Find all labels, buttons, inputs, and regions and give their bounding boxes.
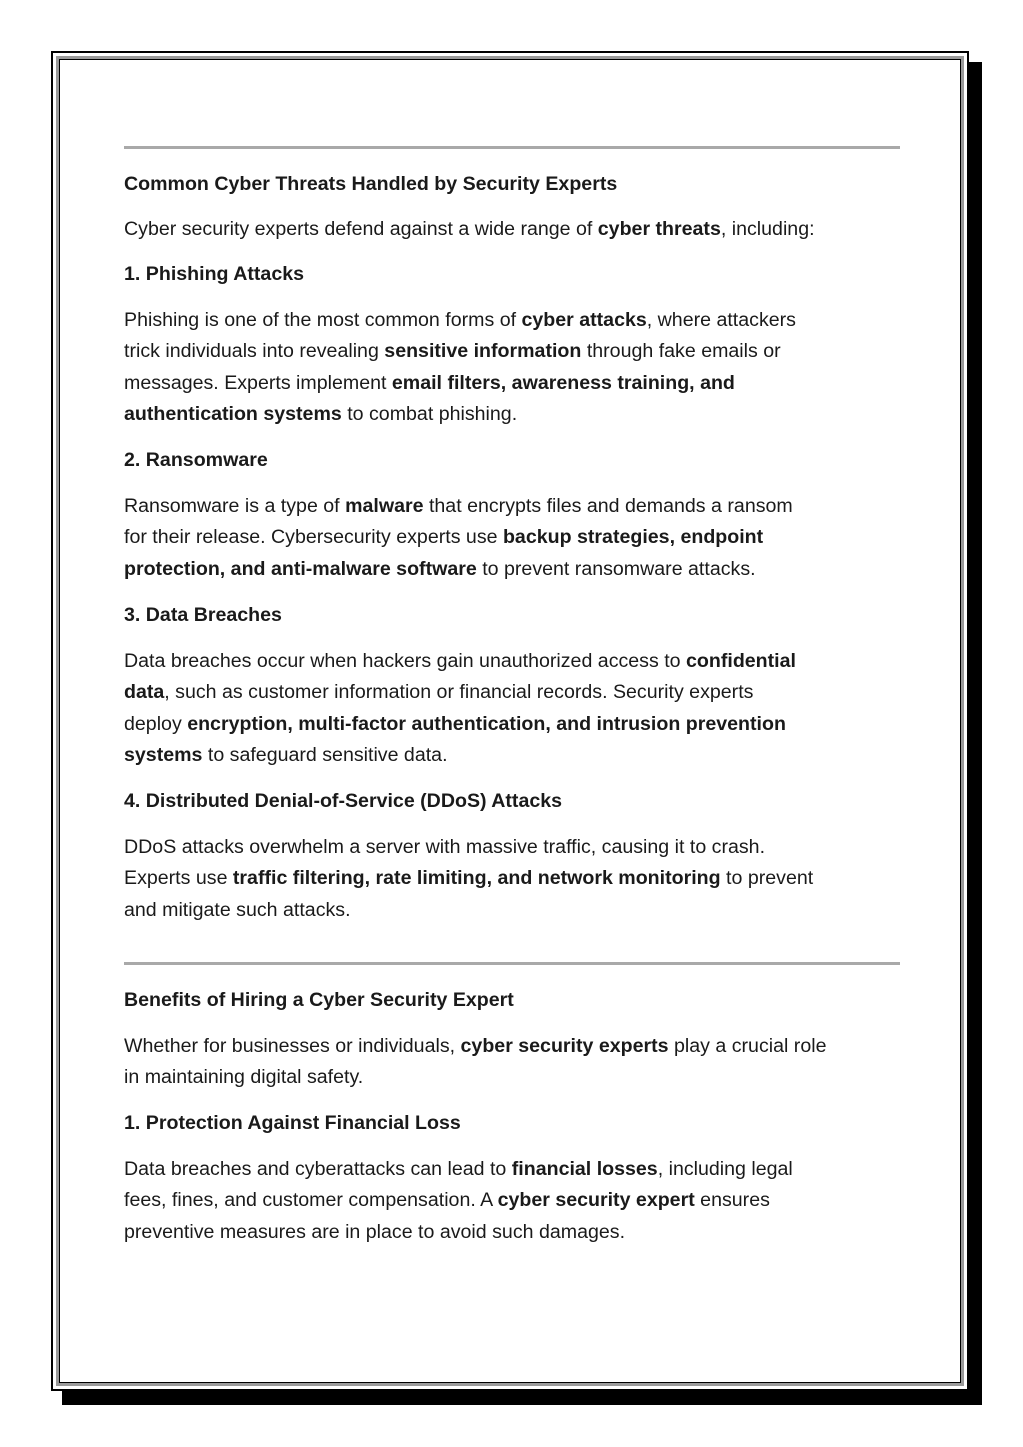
section-title-threats: Common Cyber Threats Handled by Security Experts: [124, 173, 618, 195]
text-run: Ransomware is a type of: [124, 495, 346, 517]
text-run: to prevent ransomware attacks.: [476, 557, 756, 580]
paragraph-line: [124, 336, 900, 367]
text-run: Experts use: [124, 867, 233, 890]
bold-run: confidential: [686, 650, 796, 672]
paragraph-line: [124, 740, 900, 771]
paragraph-phishing: [124, 305, 900, 431]
paragraph-line: [124, 709, 900, 740]
paragraph-financial-loss: [124, 1154, 900, 1248]
bold-run: email filters, awareness training, and: [391, 371, 735, 394]
paragraph-line: [124, 399, 900, 430]
bold-run: traffic filtering, rate limiting, and network monitoring: [232, 867, 721, 890]
text-run: and mitigate such attacks.: [124, 898, 351, 921]
text-run: ensures: [694, 1189, 770, 1212]
heading-phishing: 1. Phishing Attacks: [124, 263, 305, 285]
bold-run: malware: [345, 495, 424, 517]
bold-run: backup strategies, endpoint: [502, 526, 764, 549]
section-title-benefits: Benefits of Hiring a Cyber Security Expert: [124, 989, 514, 1011]
section-divider: [124, 146, 900, 149]
text-run: Data breaches occur when hackers gain unauthorized access to: [124, 650, 687, 672]
text-run: Whether for businesses or individuals,: [124, 1035, 461, 1057]
text-run: , such as customer information or financial records. Security experts: [164, 681, 754, 704]
text-run: fees, fines, and customer compensation. A: [124, 1189, 498, 1212]
paragraph-line: [124, 1154, 900, 1185]
paragraph-line: [124, 522, 900, 553]
paragraph-line: [124, 863, 900, 894]
text-run: DDoS attacks overwhelm a server with massive traffic, causing it to crash.: [124, 836, 766, 858]
paragraph-line: [124, 832, 900, 863]
text-run: messages. Experts implement: [124, 371, 392, 394]
text-run: to safeguard sensitive data.: [202, 744, 448, 767]
text-run: to prevent: [720, 867, 814, 890]
bold-run: data: [124, 681, 165, 704]
paragraph-line: [124, 1062, 900, 1093]
text-run: Data breaches and cyberattacks can lead to: [124, 1158, 512, 1180]
paragraph-line: [124, 1185, 900, 1216]
bold-run: cyber attacks: [521, 309, 647, 331]
text-run: that encrypts files and demands a ransom: [423, 495, 793, 517]
paragraph-line: [124, 554, 900, 585]
paragraph-line: [124, 305, 900, 336]
bold-run: protection, and anti-malware software: [124, 557, 477, 580]
threats-intro: [124, 214, 900, 245]
paragraph-line: [124, 646, 900, 677]
heading-data-breaches: 3. Data Breaches: [124, 604, 282, 626]
heading-ransomware: 2. Ransomware: [124, 449, 268, 471]
bold-run: encryption, multi-factor authentication, and intrusion prevention: [187, 712, 786, 735]
bold-run: authentication systems: [124, 403, 342, 426]
text-run: in maintaining digital safety.: [124, 1066, 364, 1089]
text-run: play a crucial role: [668, 1035, 827, 1057]
paragraph-line: [124, 895, 900, 926]
paragraph-line: [124, 1031, 900, 1062]
paragraph-ddos: [124, 832, 900, 926]
text-run: through fake emails or: [581, 340, 781, 363]
text-run: to combat phishing.: [341, 403, 518, 426]
bold-run: cyber security expert: [497, 1189, 695, 1212]
heading-financial-loss: 1. Protection Against Financial Loss: [124, 1112, 461, 1134]
paragraph-line: [124, 677, 900, 708]
bold-run: cyber security experts: [460, 1035, 669, 1057]
intro-text: , including:: [720, 218, 815, 240]
bold-run: financial losses: [511, 1158, 658, 1180]
bold-run: systems: [124, 744, 203, 767]
intro-bold: cyber threats: [597, 218, 721, 240]
text-run: , including legal: [657, 1158, 793, 1180]
benefits-intro: [124, 1031, 900, 1094]
text-run: , where attackers: [646, 309, 796, 331]
text-run: Phishing is one of the most common forms of: [124, 309, 522, 331]
section-divider: [124, 962, 900, 965]
paragraph-line: [124, 1217, 900, 1248]
paragraph-line: [124, 491, 900, 522]
paragraph-data-breaches: [124, 646, 900, 772]
text-run: trick individuals into revealing: [124, 340, 385, 363]
paragraph-line: [124, 368, 900, 399]
text-run: deploy: [124, 712, 188, 735]
text-run: preventive measures are in place to avoid such damages.: [124, 1220, 626, 1243]
text-run: for their release. Cybersecurity experts use: [124, 526, 503, 549]
bold-run: sensitive information: [384, 340, 582, 363]
paragraph-ransomware: [124, 491, 900, 585]
heading-ddos: 4. Distributed Denial-of-Service (DDoS) Attacks: [124, 790, 563, 812]
intro-text: Cyber security experts defend against a wide range of: [124, 218, 598, 240]
